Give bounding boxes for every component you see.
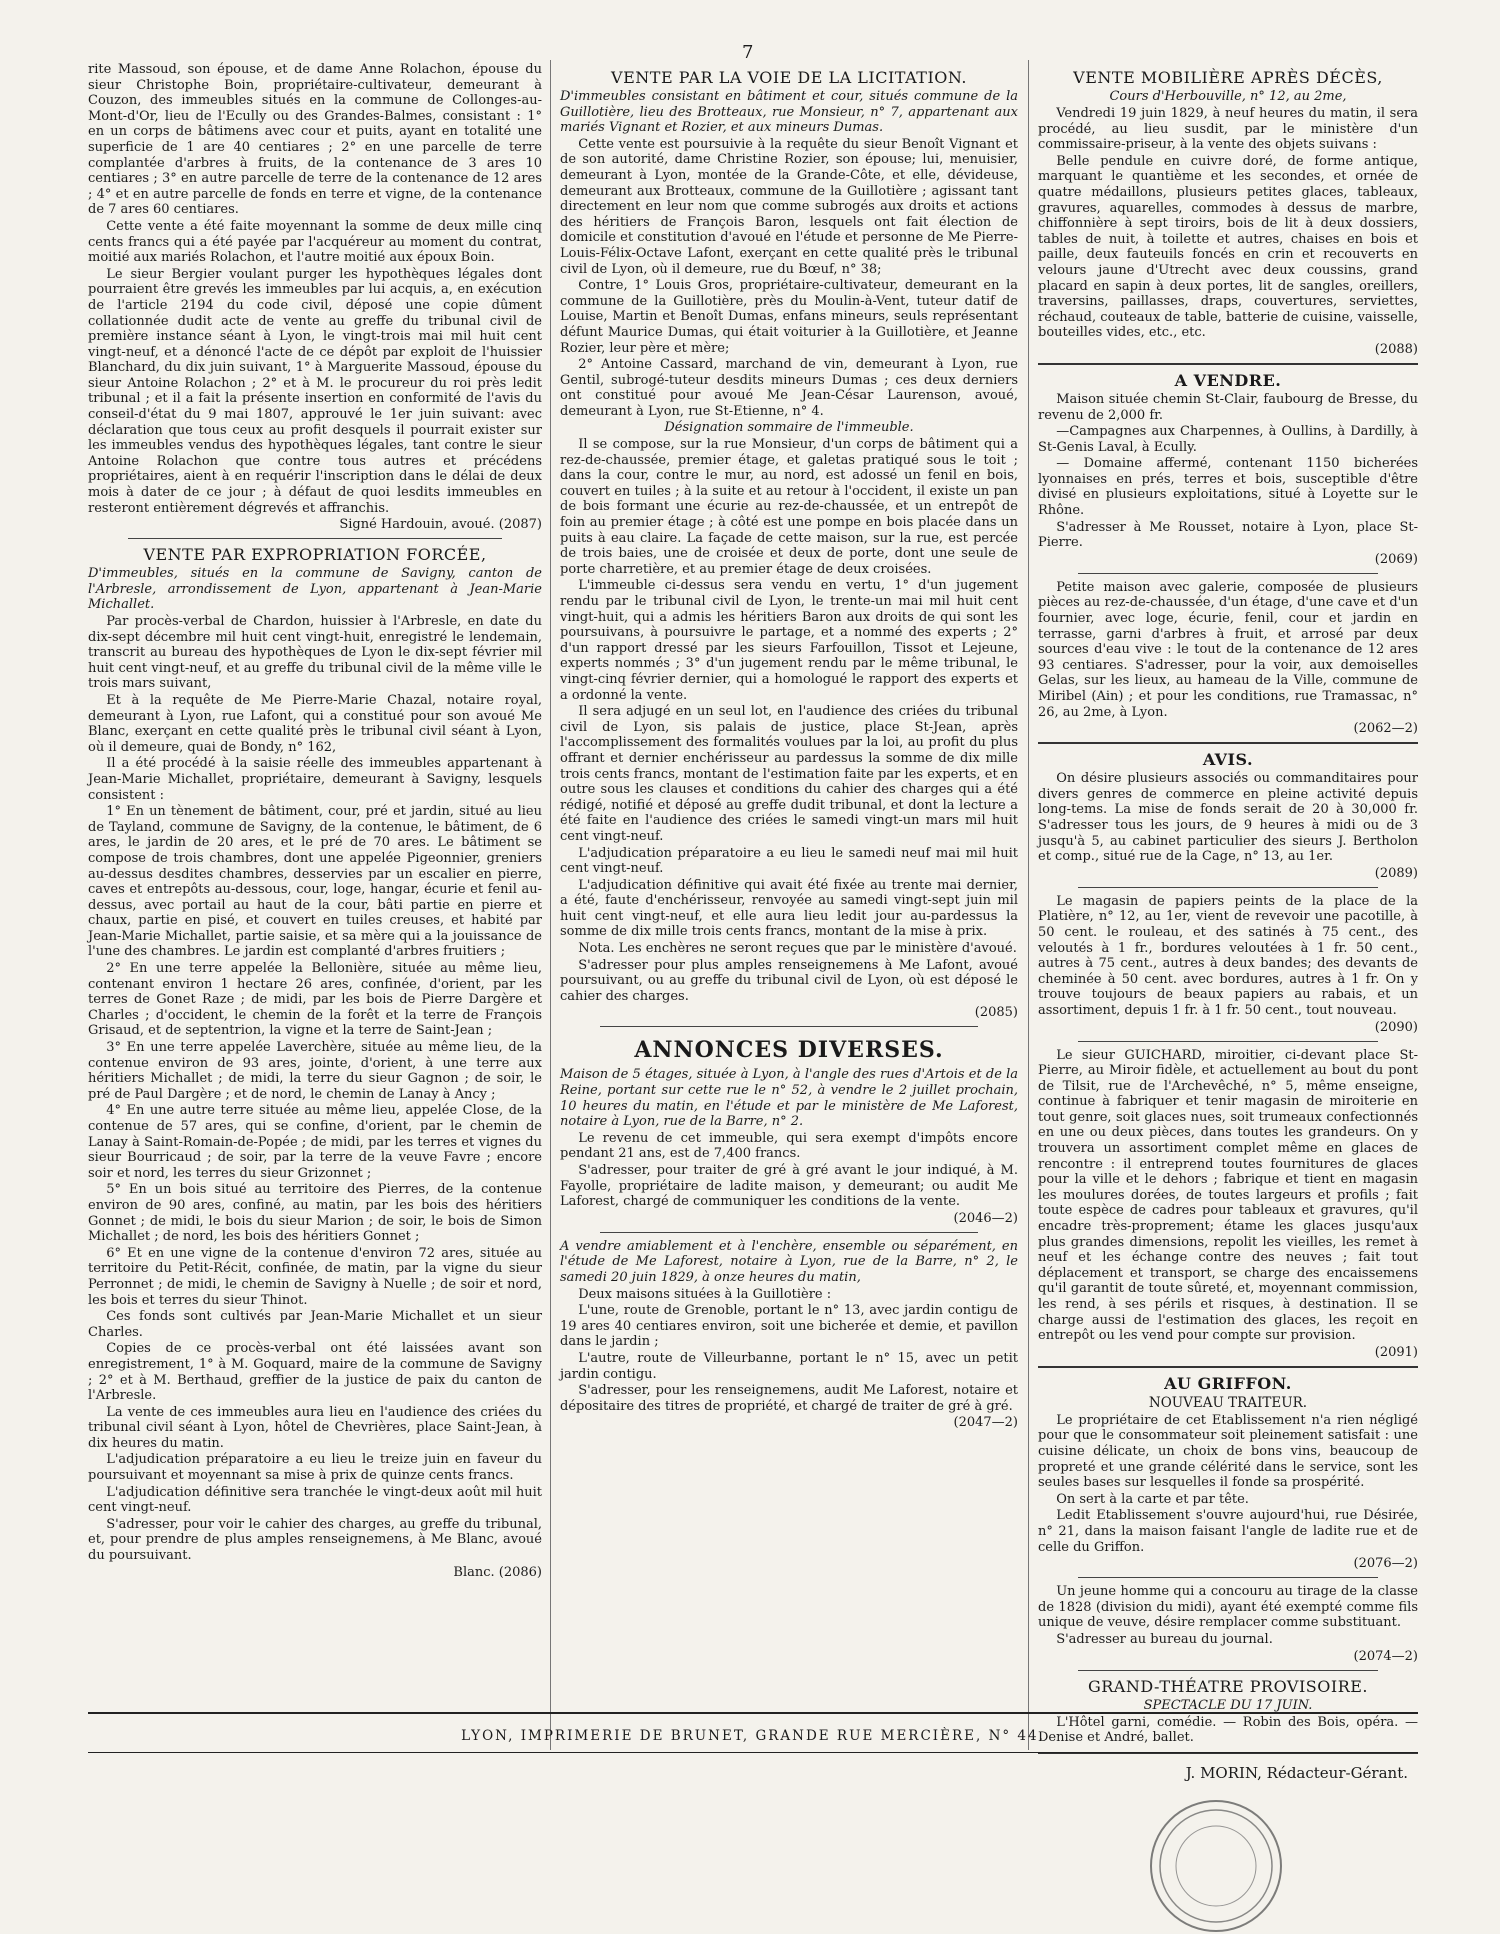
reference-number: (2047—2) bbox=[953, 1415, 1018, 1431]
reference-number: (2069) bbox=[1374, 551, 1418, 567]
signature-line: Signé Hardouin, avoué. (2087) bbox=[339, 517, 542, 533]
text-paragraph: S'adresser à Me Rousset, notaire à Lyon, place St-Pierre. bbox=[1038, 519, 1418, 551]
reference-number: (2062—2) bbox=[1353, 721, 1418, 737]
reference-number: (2090) bbox=[1374, 1019, 1418, 1035]
text-paragraph: rite Massoud, son épouse, et de dame Anne Rolachon, épouse du sieur Christophe Boin, propriétaire-cultivateur, demeurant à Couzon, des immeubles situés en la commune de Collonges-au-Mont-d'Or, lieu de l'Ecully ou des Grandes-Balmes, consistant : 1° en un corps de bâtimens avec cour et puits, ayant en totalité une superficie de 1 are 40 centiares ; 2° en une parcelle de terre complantée d'arbres à fruits, de la contenance de 3 ares 10 centiares ; 3° en autre parcelle de terre de la contenance de 12 ares ; 4° et en autre parcelle de fonds en terre et vigne, de la contenance de 7 ares 60 centiares. bbox=[88, 62, 542, 218]
section-heading: VENTE MOBILIÈRE APRÈS DÉCÈS, bbox=[1073, 68, 1383, 87]
text-paragraph: La vente de ces immeubles aura lieu en l'audience des criées du tribunal civil séant à Lyon, hôtel de Chevrières, place Saint-Jean, à dix heures du matin. bbox=[88, 1404, 542, 1451]
text-paragraph: —Campagnes aux Charpennes, à Oullins, à Dardilly, à St-Genis Laval, à Ecully. bbox=[1038, 424, 1418, 455]
library-stamp-icon bbox=[1150, 1800, 1282, 1932]
text-paragraph: L'adjudication définitive qui avait été fixée au trente mai dernier, a été, faute d'enchérisseur, renvoyée au samedi vingt-sept juin mil huit cent vingt-neuf, et elle aura lieu ledit jour au-pardessus la somme de dix mille trois cents francs, montant de la mise à prix. bbox=[560, 877, 1018, 940]
text-paragraph: L'adjudication préparatoire a eu lieu le samedi neuf mai mil huit cent vingt-neuf. bbox=[560, 845, 1018, 877]
divider bbox=[1038, 742, 1418, 744]
text-paragraph: Le sieur Bergier voulant purger les hypothèques légales dont pourraient être grevés les immeubles par lui acquis, a, en exécution de l'article 2194 du code civil, déposé une copie dûment collationnée dudit acte de vente au greffe du tribunal civil de première instance séant à Lyon, le vingt-trois mai mil huit cent vingt-neuf, et a dénoncé l'acte de ce dépôt par exploit de l'huissier Blanchard, du dix juin suivant, 1° à Marguerite Massoud, épouse du sieur Antoine Rolachon ; 2° et à M. le procureur du roi près ledit tribunal ; et il a fait la présente insertion en conformité de l'avis du conseil-d'état du 9 mai 1807, approuvé le 1er juin suivant: avec déclaration que tous ceux au profit desquels il pourrait exister sur les immeubles vendus des hypothèques légales, tant contre le sieur Antoine Rolachon que contre tous autres et précédens propriétaires, aient à en requérir l'inscription dans le délai de deux mois à dater de ce jour ; à défaut de quoi lesdits immeubles en resteront entièrement dégrevés et affranchis. bbox=[88, 266, 542, 516]
divider bbox=[1078, 887, 1378, 888]
column-right bbox=[1038, 62, 1418, 1782]
column-left bbox=[88, 62, 542, 1580]
text-paragraph: Copies de ce procès-verbal ont été laissées avant son enregistrement, 1° à M. Goquard, maire de la commune de Savigny ; 2° et à M. Berthaud, greffier de la justice de paix du canton de l'Arbresle. bbox=[88, 1341, 542, 1404]
divider bbox=[600, 1232, 978, 1233]
text-paragraph: Il sera adjugé en un seul lot, en l'audience des criées du tribunal civil de Lyon, sis palais de justice, place St-Jean, après l'accomplissement des formalités voulues par la loi, au profit du plus offrant et dernier enchérisseur au pardessus la somme de dix mille trois cents francs, montant de l'estimation faite par les experts, et en outre sous les clauses et conditions du cahier des charges qui a été rédigé, notifié et déposé au greffe dudit tribunal, et dont la lecture a été faite en l'audience des criées le samedi vingt-un mars mil huit cent vingt-neuf. bbox=[560, 704, 1018, 844]
section-subheading: NOUVEAU TRAITEUR. bbox=[1148, 1394, 1308, 1411]
text-paragraph: Le revenu de cet immeuble, qui sera exempt d'impôts encore pendant 21 ans, est de 7,400 francs. bbox=[560, 1130, 1018, 1162]
text-paragraph: Contre, 1° Louis Gros, propriétaire-cultivateur, demeurant en la commune de la Guillotière, près du Moulin-à-Vent, tuteur datif de Louise, Martin et Benoît Dumas, enfans mineurs, seuls représentant défunt Maurice Dumas, qui était voiturier à la Guillotière, et Jeanne Rozier, leur père et mère; bbox=[560, 278, 1018, 356]
text-paragraph: Le magasin de papiers peints de la place de la Platière, n° 12, au 1er, vient de revevoir une pacotille, à 50 cent. le rouleau, et des satinés à 75 cent., des veloutés à 1 fr., bordures veloutées à 1 fr. 50 cent., autres à 75 cent., autres à deux bandes; des devants de cheminée à 50 cent. avec bordures, autres à 1 fr. On y trouve toujours de beaux papiers au rabais, et un assortiment, depuis 1 fr. à 1 fr. 50 cent., tout nouveau. bbox=[1038, 893, 1418, 1018]
text-paragraph: Et à la requête de Me Pierre-Marie Chazal, notaire royal, demeurant à Lyon, rue Lafont, qui a constitué pour son avoué Me Blanc, exerçant en cette qualité près le tribunal civil séant à Lyon, où il demeure, quai de Bondy, n° 162, bbox=[88, 692, 542, 755]
text-paragraph: L'une, route de Grenoble, portant le n° 13, avec jardin contigu de 19 ares 40 centiares environ, soit une bicherée et demie, et pavillon dans le jardin ; bbox=[560, 1303, 1018, 1350]
divider bbox=[1038, 1366, 1418, 1368]
section-heading: GRAND-THÉATRE PROVISOIRE. bbox=[1087, 1676, 1369, 1696]
signature-line: Blanc. (2086) bbox=[453, 1564, 542, 1580]
editor-signature: J. MORIN, Rédacteur-Gérant. bbox=[1185, 1763, 1408, 1782]
divider bbox=[128, 538, 502, 539]
text-paragraph: Cette vente est poursuivie à la requête du sieur Benoît Vignant et de son autorité, dame Christine Rozier, son épouse; lui, menuisier, demeurant à Lyon, montée de la Grande-Côte, et elle, dévideuse, demeurant aux Brotteaux, commune de la Guillotière ; agissant tant directement en leur nom que comme subrogés aux droits et actions des héritiers de François Baron, lesquels ont fait élection de domicile et constitution d'avoué en l'étude et personne de Me Pierre-Louis-Félix-Octave Lafont, exerçant en cette qualité près le tribunal civil de Lyon, où il demeure, rue du Bœuf, n° 38; bbox=[560, 136, 1018, 277]
section-heading: AVIS. bbox=[1202, 750, 1254, 770]
divider bbox=[1078, 1577, 1378, 1578]
reference-number: (2091) bbox=[1374, 1344, 1418, 1360]
text-paragraph: L'immeuble ci-dessus sera vendu en vertu, 1° d'un jugement rendu par le tribunal civil de Lyon, le trente-un mai mil huit cent vingt-huit, qui a admis les héritiers Baron aux droits de qui sont les poursuivans, à poursuivre le partage, et a nommé des experts ; 2° d'un rapport dressé par les sieurs Farfouillon, Tissot et Lejeune, experts nommés ; 3° d'un jugement rendu par le même tribunal, le vingt-cinq février dernier, qui a homologué le rapport des experts et a ordonné la vente. bbox=[560, 578, 1018, 703]
reference-number: (2074—2) bbox=[1353, 1648, 1418, 1664]
section-heading: AU GRIFFON. bbox=[1164, 1373, 1292, 1393]
text-paragraph: 1° En un tènement de bâtiment, cour, pré et jardin, situé au lieu de Tayland, commune de Savigny, de la contenue, le bâtiment, de 6 ares, le jardin de 20 ares, et le pré de 70 ares. Le bâtiment se compose de trois chambres, dont une appelée Pigeonnier, greniers au-dessus desdites chambres, desservies par un escalier en pierre, caves et entrepôts au-dessous, cour, loge, hangar, écurie et fenil au-dessus, avec portail au haut de la cour, bâti partie en pierre et chaux, partie en pisé, et couvert en tuiles creuses, et habité par Jean-Marie Michallet, partie saisie, et sa mère qui a la jouissance de l'une des chambres. Le jardin est complanté d'arbres fruitiers ; bbox=[88, 804, 542, 960]
subheading: Désignation sommaire de l'immeuble. bbox=[664, 420, 914, 436]
text-paragraph: L'autre, route de Villeurbanne, portant le n° 15, avec un petit jardin contigu. bbox=[560, 1350, 1018, 1382]
divider bbox=[1078, 1041, 1378, 1042]
text-paragraph: Cette vente a été faite moyennant la somme de deux mille cinq cents francs qui a été payée par l'acquéreur au moment du contrat, moitié aux mariés Rolachon, et l'autre moitié aux époux Boin. bbox=[88, 218, 542, 266]
text-paragraph: Maison située chemin St-Clair, faubourg de Bresse, du revenu de 2,000 fr. bbox=[1038, 391, 1418, 423]
text-paragraph: 5° En un bois situé au territoire des Pierres, de la contenue environ de 90 ares, confiné, au matin, par les bois des héritiers Gonnet ; de midi, le bois du sieur Marion ; de soir, le bois de Simon Michallet ; de nord, les bois des héritiers Gonnet ; bbox=[88, 1182, 542, 1245]
text-paragraph: Un jeune homme qui a concouru au tirage de la classe de 1828 (division du midi), ayant été exempté comme fils unique de veuve, désire remplacer comme substituant. bbox=[1038, 1584, 1418, 1631]
page-number: 7 bbox=[742, 42, 754, 63]
text-paragraph: 4° En une autre terre située au même lieu, appelée Close, de la contenue de 57 ares, qui se confine, d'orient, par le chemin de Lanay à Saint-Romain-de-Popée ; de midi, par les terres et vignes du sieur Bourricaud ; de soir, par la terre de la veuve Favre ; encore soir et nord, les terres du sieur Grizonnet ; bbox=[88, 1103, 542, 1181]
section-summary: Maison de 5 étages, située à Lyon, à l'angle des rues d'Artois et de la Reine, portant sur cette rue le n° 52, à vendre le 2 juillet prochain, 10 heures du matin, en l'étude et par le ministère de Me Laforest, notaire à Lyon, rue de la Barre, n° 2. bbox=[560, 1067, 1018, 1130]
text-paragraph: 2° Antoine Cassard, marchand de vin, demeurant à Lyon, rue Gentil, subrogé-tuteur desdits mineurs Dumas ; ces deux derniers ont constitué pour avoué Me Jean-César Laurenson, avoué, demeurant à Lyon, rue St-Etienne, n° 4. bbox=[560, 357, 1018, 419]
reference-number: (2089) bbox=[1374, 865, 1418, 881]
printer-imprint: LYON, IMPRIMERIE DE BRUNET, GRANDE RUE MERCIÈRE, N° 44. bbox=[461, 1728, 1045, 1744]
text-paragraph: S'adresser, pour traiter de gré à gré avant le jour indiqué, à M. Fayolle, propriétaire de ladite maison, y demeurant; ou audit Me Laforest, chargé de communiquer les conditions de la vente. bbox=[560, 1163, 1018, 1210]
footer-rule bbox=[88, 1752, 1418, 1753]
text-paragraph: Le sieur GUICHARD, miroitier, ci-devant place St-Pierre, au Miroir fidèle, et actuellement au bout du pont de Tilsit, rue de l'Archevêché, n° 5, même enseigne, continue à fabriquer et tenir magasin de miroiterie en tout genre, soit glaces nues, soit trumeaux confectionnés en une ou deux pièces, dans toutes les grandeurs. On y trouvera un assortiment complet même en glaces de rencontre : il entreprend toutes fournitures de glaces pour la ville et le dehors ; fabrique et tient en magasin les moulures dorées, de toutes largeurs et profils ; fait toute espèce de cadres pour tableaux et gravures, qu'il encadre très-proprement; étame les glaces jusqu'aux plus grandes dimensions, repolit les vieilles, les remet à neuf et les échange contre des neuves ; fait tout déplacement et transport, se charge des encaissemens qu'il garantit de toute sûreté, et, moyennant commission, les rend, à ses périls et risques, à destination. Il se charge aussi de l'estimation des glaces, les reçoit en entrepôt ou les vend pour compte sur provision. bbox=[1038, 1047, 1418, 1344]
divider bbox=[1078, 1670, 1378, 1671]
text-paragraph: On sert à la carte et par tête. bbox=[1056, 1491, 1249, 1507]
text-paragraph: — Domaine affermé, contenant 1150 bicherées lyonnaises en prés, terres et bois, susceptible d'être divisé en plusieurs exploitations, situé à Loyette sur le Rhône. bbox=[1038, 456, 1418, 519]
section-subheading: SPECTACLE DU 17 JUIN. bbox=[1143, 1697, 1313, 1713]
text-paragraph: Ces fonds sont cultivés par Jean-Marie Michallet et un sieur Charles. bbox=[88, 1309, 542, 1340]
divider bbox=[1038, 363, 1418, 365]
section-heading: VENTE PAR LA VOIE DE LA LICITATION. bbox=[611, 68, 967, 87]
column-rule bbox=[1028, 60, 1029, 1750]
footer-rule bbox=[88, 1712, 1418, 1714]
section-summary: D'immeubles, situés en la commune de Savigny, canton de l'Arbresle, arrondissement de Lyon, appartenant à Jean-Marie Michallet. bbox=[88, 566, 542, 613]
text-paragraph: Il a été procédé à la saisie réelle des immeubles appartenant à Jean-Marie Michallet, propriétaire, demeurant à Savigny, lesquels consistent : bbox=[88, 756, 542, 803]
text-paragraph: Ledit Etablissement s'ouvre aujourd'hui, rue Désirée, n° 21, dans la maison faisant l'angle de ladite rue et de celle du Griffon. bbox=[1038, 1508, 1418, 1555]
text-paragraph: Petite maison avec galerie, composée de plusieurs pièces au rez-de-chaussée, d'un étage, d'une cave et d'un fournier, avec loge, écurie, fenil, cour et jardin en terrasse, garni d'arbres à fruit, et arrosé par deux sources d'eau vive : le tout de la contenance de 12 ares 93 centiares. S'adresser, pour la voir, aux demoiselles Gelas, sur les lieux, au hameau de la Ville, commune de Miribel (Ain) ; et pour les conditions, rue Tramassac, n° 26, au 2me, à Lyon. bbox=[1038, 579, 1418, 720]
text-paragraph: S'adresser au bureau du journal. bbox=[1056, 1631, 1273, 1647]
text-paragraph: Vendredi 19 juin 1829, à neuf heures du matin, il sera procédé, au lieu susdit, par le ministère d'un commissaire-priseur, à la vente des objets suivans : bbox=[1038, 106, 1418, 153]
text-paragraph: S'adresser pour plus amples renseignemens à Me Lafont, avoué poursuivant, ou au greffe du tribunal civil de Lyon, où est déposé le cahier des charges. bbox=[560, 957, 1018, 1004]
text-paragraph: 2° En une terre appelée la Bellonière, située au même lieu, contenant environ 1 hectare 26 ares, confinée, d'orient, par les terres de Gonet Raze ; de midi, par les bois de Pierre Dargère et Charles ; d'occident, le chemin de la forêt et la terre de François Grisaud, et de septentrion, la vigne et la terre de Saint-Jean ; bbox=[88, 961, 542, 1039]
text-paragraph: On désire plusieurs associés ou commanditaires pour divers genres de commerce en pleine activité depuis long-tems. La mise de fonds serait de 20 à 30,000 fr. S'adresser tous les jours, de 9 heures à midi ou de 3 jusqu'à 5, au cabinet particulier des sieurs J. Bertholon et comp., situé rue de la Cage, n° 13, au 1er. bbox=[1038, 771, 1418, 865]
text-paragraph: S'adresser, pour les renseignemens, audit Me Laforest, notaire et dépositaire des titres de propriété, et chargé de traiter de gré à gré. bbox=[560, 1383, 1018, 1414]
divider bbox=[1078, 573, 1378, 574]
text-paragraph: Nota. Les enchères ne seront reçues que par le ministère d'avoué. bbox=[578, 941, 1017, 957]
section-subheading: Cours d'Herbouville, n° 12, au 2me, bbox=[1109, 89, 1347, 104]
column-middle bbox=[560, 62, 1018, 1430]
text-paragraph: L'adjudication préparatoire a eu lieu le treize juin en faveur du poursuivant et moyennant sa mise à prix de quinze cents francs. bbox=[88, 1452, 542, 1484]
text-paragraph: S'adresser, pour voir le cahier des charges, au greffe du tribunal, et, pour prendre de plus amples renseignemens, à Me Blanc, avoué du poursuivant. bbox=[88, 1516, 542, 1564]
reference-number: (2085) bbox=[974, 1005, 1018, 1021]
section-summary: A vendre amiablement et à l'enchère, ensemble ou séparément, en l'étude de Me Laforest, notaire à Lyon, rue de la Barre, n° 2, le samedi 20 juin 1829, à onze heures du matin, bbox=[560, 1238, 1018, 1285]
reference-number: (2088) bbox=[1374, 341, 1418, 357]
text-paragraph: L'adjudication définitive sera tranchée le vingt-deux août mil huit cent vingt-neuf. bbox=[88, 1484, 542, 1516]
text-paragraph: Belle pendule en cuivre doré, de forme antique, marquant le quantième et les secondes, et ornée de quatre médaillons, plusieurs petites glaces, tableaux, gravures, aquarelles, commodes à dessus de marbre, chiffonnière à sept tiroirs, bois de lit à deux dossiers, tables de nuit, à toilette et autres, chaises en bois et paille, deux fauteuils foncés en crin et recouverts en velours jaune d'Utrecht avec deux coussins, grand placard en sapin à deux portes, lit de sangles, oreillers, traversins, paillasses, draps, couvertures, serviettes, réchaud, couteaux de table, batterie de cuisine, vaisselle, bouteilles vides, etc., etc. bbox=[1038, 153, 1418, 341]
section-heading: A VENDRE. bbox=[1174, 370, 1282, 390]
text-paragraph: Il se compose, sur la rue Monsieur, d'un corps de bâtiment qui a rez-de-chaussée, premier étage, et galetas pratiqué sous le toit ; dans la cour, contre le mur, au nord, est adossé un fenil en bois, couvert en tuiles ; à la suite et au retour à l'occident, il existe un pan de bois formant une écurie au rez-de-chaussée, et un entrepôt de foin au premier étage ; à côté est une pompe en bois placée dans un puits à eau claire. La façade de cette maison, sur la rue, est percée de trois baies, une de croisée et deux de porte, dont une seule de porte charretière, et au premier étage de deux croisées. bbox=[560, 437, 1018, 577]
text-paragraph: L'Hôtel garni, comédie. — Robin des Bois, opéra. — Denise et André, ballet. bbox=[1038, 1714, 1418, 1746]
section-heading: VENTE PAR EXPROPRIATION FORCÉE, bbox=[143, 545, 487, 565]
text-paragraph: Deux maisons situées à la Guillotière : bbox=[578, 1286, 832, 1302]
reference-number: (2076—2) bbox=[1353, 1556, 1418, 1572]
divider bbox=[600, 1026, 978, 1027]
text-paragraph: Le propriétaire de cet Etablissement n'a rien négligé pour que le consommateur soit pleinement satisfait : une cuisine délicate, un choix de bons vins, beaucoup de propreté et une grande célérité dans le service, sont les seules bases sur lesquelles il fonde sa prospérité. bbox=[1038, 1412, 1418, 1491]
section-heading: ANNONCES DIVERSES. bbox=[634, 1037, 944, 1064]
text-paragraph: Par procès-verbal de Chardon, huissier à l'Arbresle, en date du dix-sept décembre mil huit cent vingt-huit, enregistré le lendemain, transcrit au bureau des hypothèques de Lyon le dix-sept février mil huit cent vingt-neuf, et au greffe du tribunal civil de la même ville le trois mars suivant, bbox=[88, 614, 542, 692]
column-rule bbox=[550, 60, 551, 1750]
section-summary: D'immeubles consistant en bâtiment et cour, situés commune de la Guillotière, lieu des Brotteaux, rue Monsieur, n° 7, appartenant aux mariés Vignant et Rozier, et aux mineurs Dumas. bbox=[560, 89, 1018, 136]
reference-number: (2046—2) bbox=[953, 1210, 1018, 1226]
text-paragraph: 3° En une terre appelée Laverchère, située au même lieu, de la contenue environ de 93 ares, jointe, d'orient, à une terre aux héritiers Michallet ; de midi, la terre du sieur Gagnon ; de soir, le pré de Paul Dargère ; et de nord, le chemin de Lanay à Ancy ; bbox=[88, 1040, 542, 1102]
text-paragraph: 6° Et en une vigne de la contenue d'environ 72 ares, située au territoire du Petit-Récit, confinée, de matin, par la vigne du sieur Perronnet ; de midi, le chemin de Savigny à Nuelle ; de soir et nord, les bois et terres du sieur Thinot. bbox=[88, 1245, 542, 1308]
